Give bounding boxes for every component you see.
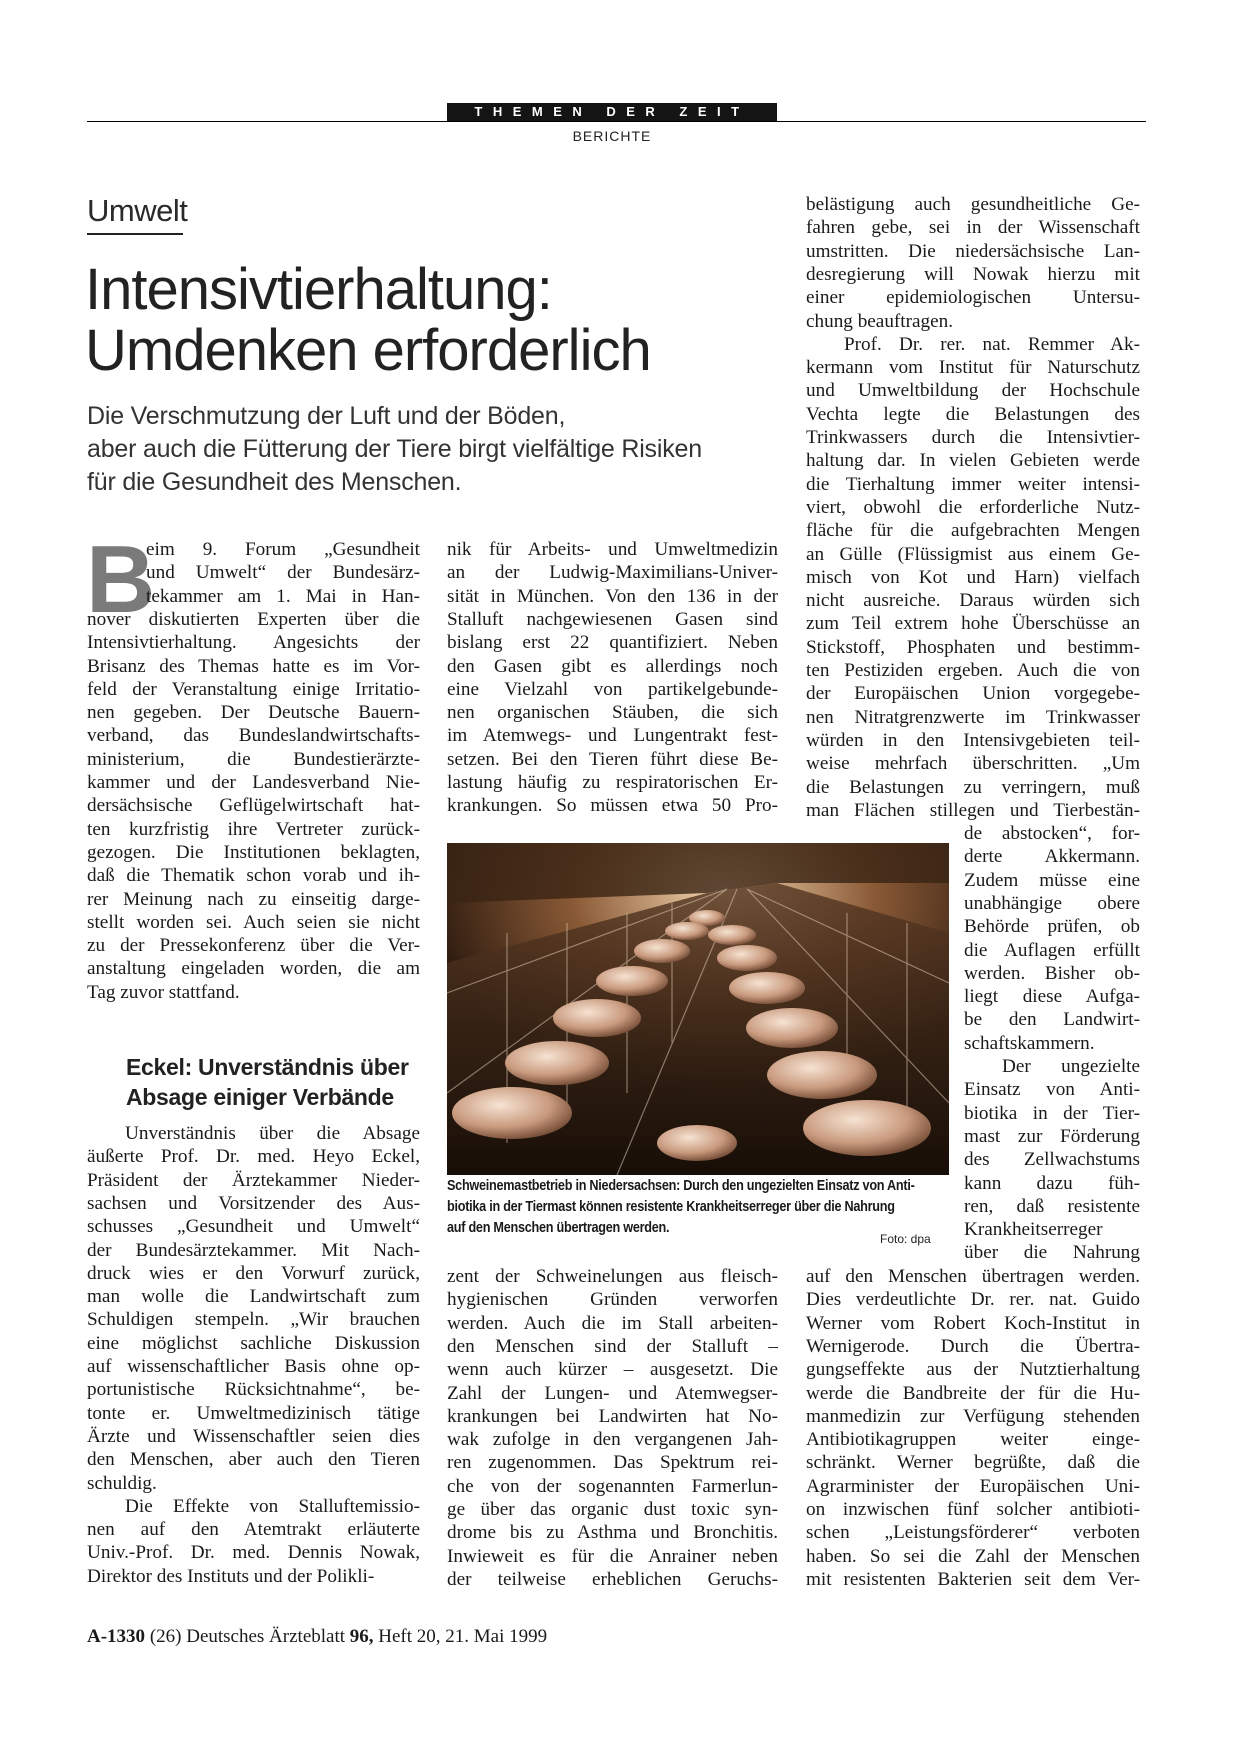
- text-line: haltung dar. In vielen Gebieten werde: [806, 450, 1140, 472]
- text-line: bislang erst 22 quantifiziert. Neben: [447, 632, 778, 654]
- text-line: de abstocken“, for-: [964, 823, 1140, 844]
- section-kicker: THEMEN DER ZEIT: [447, 103, 777, 121]
- text-line: werde die Bandbreite der für die Hu-: [806, 1382, 1140, 1404]
- text-line: und Umwelt“ der Bundesärz-: [146, 562, 420, 584]
- text-line: schusses „Gesundheit und Umwelt“: [87, 1216, 420, 1238]
- text-line: schaftskammern.: [964, 1032, 1095, 1054]
- text-line: an Gülle (Flüssigmist aus einem Ge-: [806, 543, 1140, 565]
- pig-barn-photo: [447, 843, 949, 1175]
- text-line: man Flächen stillegen und Tierbestän-: [806, 799, 1140, 821]
- text-line: Der ungezielte: [1002, 1056, 1140, 1077]
- text-line: mit resistenten Bakterien seit dem Ver-: [806, 1568, 1140, 1590]
- headline-line-1: Intensivtierhaltung:: [85, 257, 552, 322]
- text-line: man wolle die Landwirtschaft zum: [87, 1286, 420, 1308]
- text-line: manmedizin zur Verfügung stehenden: [806, 1405, 1140, 1427]
- text-line: Zudem müsse eine: [964, 869, 1140, 891]
- text-line: Trinkwassers durch die Intensivtier-: [806, 427, 1140, 448]
- text-line: Inwieweit es für die Anrainer neben: [447, 1545, 778, 1567]
- photo-caption-line-1: Schweinemastbetrieb in Niedersachsen: Durch den ungezielten Einsatz von Anti-: [447, 1178, 915, 1194]
- text-line: äußerte Prof. Dr. med. Heyo Eckel,: [87, 1146, 420, 1168]
- subheading-line-1: Eckel: Unverständnis über: [126, 1054, 409, 1080]
- text-line: dersächsische Geflügelwirtschaft hat-: [87, 795, 420, 817]
- text-line: ren, daß resistente: [964, 1195, 1140, 1217]
- text-line: haben. So sei die Zahl der Menschen: [806, 1545, 1140, 1567]
- pig-barn-illustration: [447, 843, 949, 1175]
- text-line: Stalluft nachgewiesenen Gasen sind: [447, 608, 778, 630]
- text-line: im Atemwegs- und Lungentrakt fest-: [447, 725, 778, 747]
- text-line: den Menschen, aber auch den Tieren: [87, 1449, 420, 1471]
- text-line: Prof. Dr. rer. nat. Remmer Ak-: [844, 333, 1140, 355]
- text-line: Wernigerode. Durch die Übertra-: [806, 1335, 1140, 1357]
- text-line: verband, das Bundeslandwirtschafts-: [87, 725, 420, 747]
- page-footer: [87, 1626, 547, 1648]
- issue-date: Heft 20, 21. Mai 1999: [378, 1626, 548, 1647]
- text-line: nen auf den Atemtrakt erläuterte: [87, 1519, 420, 1541]
- text-line: kann dazu füh-: [964, 1172, 1140, 1194]
- text-line: der Bundesärztekammer. Mit Nach-: [87, 1239, 420, 1261]
- text-line: on inzwischen fünf solcher antibioti-: [806, 1499, 1140, 1520]
- deck-line-3: für die Gesundheit des Menschen.: [87, 468, 462, 496]
- text-line: liegt diese Aufga-: [964, 986, 1140, 1008]
- text-line: des Zellwachstums: [964, 1149, 1140, 1171]
- text-line: Werner vom Robert Koch-Institut in: [806, 1312, 1140, 1334]
- text-line: tekammer am 1. Mai in Han-: [146, 585, 420, 607]
- text-line: nicht ausreiche. Daraus würden sich: [806, 590, 1140, 612]
- text-line: gezogen. Die Institutionen beklagten,: [87, 841, 420, 863]
- text-line: feld der Veranstaltung einige Irritatio-: [87, 678, 420, 700]
- text-line: würden in den Intensivgebieten teil-: [806, 729, 1140, 751]
- text-line: sität in München. Von den 136 in der: [447, 585, 778, 607]
- text-line: ten Pestiziden ergeben. Auch die von: [806, 660, 1140, 681]
- text-line: ministerium, die Bundestierärzte-: [87, 748, 420, 770]
- text-line: misch von Kot und Harn) vielfach: [806, 566, 1140, 588]
- text-line: ge über das organic dust toxic syn-: [447, 1499, 778, 1520]
- section-label: Umwelt: [87, 193, 188, 228]
- text-line: Zahl der Lungen- und Atemwegser-: [447, 1382, 778, 1404]
- subheading-line-2: Absage einiger Verbände: [126, 1084, 394, 1110]
- text-line: be den Landwirt-: [964, 1009, 1140, 1031]
- text-line: wak zufolge in den vergangenen Jah-: [447, 1429, 778, 1451]
- text-line: den Menschen sind der Stalluft –: [447, 1335, 778, 1357]
- text-line: setzen. Bei den Tieren führt diese Be-: [447, 748, 778, 770]
- text-line: die Belastungen zu verringern, muß: [806, 776, 1140, 798]
- text-line: Direktor des Instituts und der Polikli-: [87, 1565, 375, 1587]
- text-line: gungseffekte aus der Nutztierhaltung: [806, 1359, 1140, 1381]
- text-line: rer Meinung nach zu einseitig darge-: [87, 888, 420, 910]
- text-line: werden. Auch die im Stall arbeiten-: [447, 1312, 778, 1334]
- text-line: Unverständnis über die Absage: [125, 1123, 420, 1144]
- text-line: Stickstoff, Phosphaten und bestimm-: [806, 636, 1140, 658]
- text-line: werden. Bisher ob-: [964, 962, 1140, 984]
- text-line: desregierung will Nowak hierzu mit: [806, 263, 1140, 285]
- text-line: krankungen bei Landwirten hat No-: [447, 1405, 778, 1427]
- text-line: Präsident der Ärztekammer Nieder-: [87, 1169, 420, 1191]
- text-line: Agrarminister der Europäischen Uni-: [806, 1475, 1140, 1497]
- text-line: nik für Arbeits- und Umweltmedizin: [447, 539, 778, 560]
- text-line: ten kurzfristig ihre Vertreter zurück-: [87, 818, 420, 840]
- text-line: schränkt. Werner begrüßte, daß die: [806, 1452, 1140, 1474]
- text-line: eim 9. Forum „Gesundheit: [146, 539, 420, 560]
- text-line: nen organischen Stäuben, die sich: [447, 702, 778, 724]
- rubric-label: BERICHTE: [572, 128, 652, 144]
- photo-caption-line-3: auf den Menschen übertragen werden.: [447, 1220, 670, 1236]
- text-line: biotika in der Tier-: [964, 1102, 1140, 1124]
- text-line: der teilweise erheblichen Geruchs-: [447, 1568, 778, 1590]
- text-line: umstritten. Die niedersächsische Lan-: [806, 240, 1140, 262]
- deck-line-2: aber auch die Fütterung der Tiere birgt vielfältige Risiken: [87, 435, 702, 463]
- text-line: Vechta legte die Belastungen des: [806, 403, 1140, 425]
- volume-number: 96,: [349, 1626, 374, 1647]
- text-line: Antibiotikagruppen weiter einge-: [806, 1429, 1140, 1451]
- header-rule: [87, 121, 1146, 122]
- text-line: belästigung auch gesundheitliche Ge-: [806, 194, 1140, 215]
- text-line: ren zugenommen. Das Spektrum rei-: [447, 1452, 778, 1474]
- text-line: über die Nahrung: [964, 1242, 1140, 1264]
- text-line: die Tierhaltung immer weiter intensi-: [806, 473, 1140, 495]
- text-line: drome bis zu Asthma und Bronchitis.: [447, 1522, 778, 1544]
- text-line: Tag zuvor stattfand.: [87, 981, 240, 1003]
- text-line: eine Vielzahl von partikelgebunde-: [447, 678, 778, 700]
- text-line: hygienischen Gründen verworfen: [447, 1289, 778, 1311]
- text-line: Brisanz des Themas hatte es im Vor-: [87, 655, 420, 677]
- text-line: eine möglichst sachliche Diskussion: [87, 1332, 420, 1354]
- text-line: den Gasen gibt es allerdings noch: [447, 655, 778, 677]
- text-line: portunistische Rücksichtnahme“, be-: [87, 1379, 420, 1401]
- page-number: A-1330: [87, 1626, 146, 1647]
- text-line: die Auflagen erfüllt: [964, 939, 1140, 961]
- text-line: Ärzte und Wissenschaftler seien dies: [87, 1425, 420, 1447]
- text-line: Univ.-Prof. Dr. med. Dennis Nowak,: [87, 1542, 420, 1564]
- text-line: nover diskutierten Experten über die: [87, 608, 420, 630]
- photo-caption-line-2: biotika in der Tiermast können resistente Krankheitserreger über die Nahrung: [447, 1199, 895, 1215]
- photo-credit: Foto: dpa: [880, 1232, 931, 1246]
- text-line: nen gegeben. Der Deutsche Bauern-: [87, 702, 420, 724]
- text-line: Krankheitserreger: [964, 1219, 1103, 1241]
- text-line: zu der Pressekonferenz über die Ver-: [87, 935, 420, 957]
- text-line: nen Nitratgrenzwerte im Trinkwasser: [806, 706, 1140, 728]
- text-line: der Europäischen Union vorgegebe-: [806, 683, 1140, 705]
- text-line: und Umweltbildung der Hochschule: [806, 380, 1140, 402]
- text-line: mast zur Förderung: [964, 1125, 1140, 1147]
- text-line: kammer und der Landesverband Nie-: [87, 772, 420, 793]
- text-line: Intensivtierhaltung. Angesichts der: [87, 632, 420, 654]
- text-line: weise mehrfach überschritten. „Um: [806, 753, 1140, 775]
- text-line: unabhängige obere: [964, 892, 1140, 914]
- text-line: derte Akkermann.: [964, 846, 1140, 868]
- text-line: zum Teil extrem hohe Überschüsse an: [806, 613, 1140, 635]
- text-line: viert, obwohl die erforderliche Nutz-: [806, 496, 1140, 518]
- text-line: schuldig.: [87, 1472, 157, 1494]
- issue-label: (26) Deutsches Ärzteblatt: [149, 1626, 346, 1647]
- text-line: einer epidemiologischen Untersu-: [806, 287, 1140, 309]
- text-line: Die Effekte von Stalluftemissio-: [125, 1495, 420, 1517]
- text-line: krankungen. So müssen etwa 50 Pro-: [447, 795, 778, 817]
- text-line: sachsen und Vorsitzender des Aus-: [87, 1192, 420, 1214]
- text-line: che von der sogenannten Farmerlun-: [447, 1475, 778, 1497]
- text-line: wenn auch kürzer – ausgesetzt. Die: [447, 1359, 778, 1381]
- drop-cap: B: [86, 526, 156, 633]
- text-line: auf wissenschaftlicher Basis ohne op-: [87, 1356, 420, 1377]
- section-underline: [87, 233, 183, 235]
- text-line: kermann vom Institut für Naturschutz: [806, 357, 1140, 379]
- text-line: druck wies er den Vorwurf zurück,: [87, 1262, 420, 1284]
- text-line: Dies verdeutlichte Dr. rer. nat. Guido: [806, 1289, 1140, 1311]
- text-line: Schuldigen stempeln. „Wir brauchen: [87, 1309, 420, 1331]
- headline-line-2: Umdenken erforderlich: [85, 318, 651, 383]
- text-line: fläche für die aufgebrachten Mengen: [806, 520, 1140, 542]
- text-line: lastung häufig zu respiratorischen Er-: [447, 772, 778, 793]
- text-line: fahren gebe, sei in der Wissenschaft: [806, 217, 1140, 239]
- text-line: an der Ludwig-Maximilians-Univer-: [447, 562, 778, 584]
- text-line: schen „Leistungsförderer“ verboten: [806, 1522, 1140, 1544]
- text-line: Behörde prüfen, ob: [964, 916, 1140, 938]
- text-line: tonte er. Umweltmedizinisch tätige: [87, 1402, 420, 1424]
- text-line: chung beauftragen.: [806, 310, 954, 332]
- text-line: Einsatz von Anti-: [964, 1079, 1140, 1101]
- text-line: anstaltung eingeladen worden, die am: [87, 958, 420, 980]
- deck-line-1: Die Verschmutzung der Luft und der Böden,: [87, 402, 566, 430]
- text-line: auf den Menschen übertragen werden.: [806, 1266, 1140, 1287]
- text-line: stellt worden sei. Auch seien sie nicht: [87, 911, 420, 933]
- text-line: zent der Schweinelungen aus fleisch-: [447, 1266, 778, 1287]
- text-line: daß die Thematik schon vorab und ih-: [87, 865, 420, 887]
